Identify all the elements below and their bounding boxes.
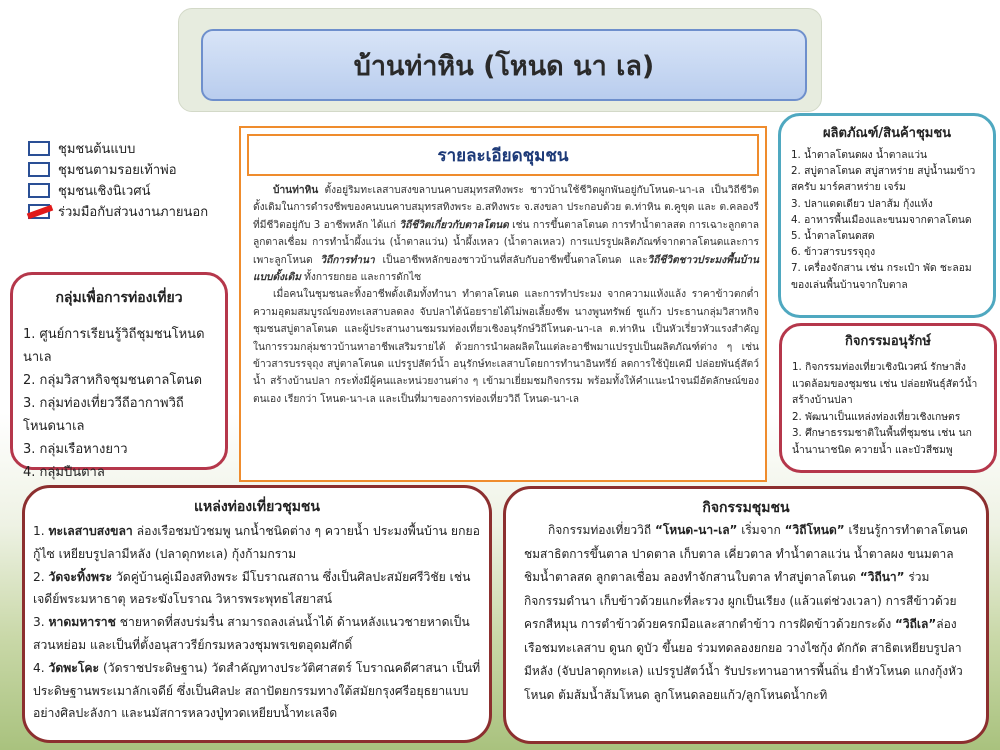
activity-text: กิจกรรมท่องเที่ยววิถี (548, 523, 655, 537)
list-item: 5. น้ำตาลโตนดสด (791, 230, 875, 243)
conservation-title: กิจกรรมอนุรักษ์ (844, 334, 931, 349)
products-list (791, 147, 983, 293)
attraction-text: วัดคู่บ้านคู่เมืองสทิงพระ มีโบราณสถาน ซึ่งเป็นศิลปะสมัยศรีวิชัย เช่น เจดีย์พระมหาธาตุ หอระฆังโบราณ วิหารพระพุทธไสยาสน์ (33, 569, 471, 607)
list-item: 2. กลุ่มวิสาหกิจชุมชนตาลโตนด (23, 373, 203, 388)
attraction-text: ล่องเรือชมบัวชมพู นกน้ำชนิดต่าง ๆ ควายน้ำ ประมงพื้นบ้าน ยกยอ กู้ไซ เหยียบรูปลามีหลัง (ปลาดุกทะเล) กุ้งก้ามกราม (33, 524, 480, 561)
list-item: 4. อาหารพื้นเมืองและขนมจากตาลโตนด (791, 213, 972, 226)
activity-emphasis: “วิถีนา” (859, 570, 905, 584)
tourism-groups-box (10, 272, 228, 480)
legend-row-eco (28, 180, 228, 201)
community-detail-title: รายละเอียดชุมชน (247, 134, 759, 176)
item-number: 2. (33, 569, 49, 584)
detail-lead: บ้านท่าหิน (273, 185, 319, 196)
attractions-list (33, 520, 481, 725)
activity-text: เรียนรู้การทำตาลโตนด ชมสาธิตการขึ้นตาล ปาดตาล เก็บตาล เคี่ยวตาล ทำน้ำตาลแว่น น้ำตาลผง ขนมตาล ชิมน้ำตาลสด ลูกตาลเชื่อม ลองทำจักสานใบตาล ทำสบู่ตาลโตนด (524, 523, 968, 584)
list-item (33, 520, 481, 566)
attractions-title: แหล่งท่องเที่ยวชุมชน (193, 499, 321, 515)
detail-paragraph-1 (253, 182, 759, 286)
list-item (33, 566, 481, 612)
activity-text: เริ่มจาก (737, 523, 785, 537)
products-title: ผลิตภัณฑ์/สินค้าชุมชน (822, 126, 952, 141)
list-item (33, 611, 481, 657)
attraction-text: (วัดราชประดิษฐาน) วัดสำคัญทางประวัติศาสตร์ โบราณคดีศาสนา เป็นที่ประดิษฐานพระเมาลักเจดีย์ ซึ่งเป็นศิลปะ สถาปัตยกรรมทางใต้สมัยกรุงศรีอยุธยาแบบอย่างศิลปะลังกา และนมัสการหลวงปู่ทวดเหยียบน้ำทะเลจืด (33, 660, 481, 721)
legend (28, 138, 228, 222)
list-item: 7. เครื่องจักสาน เช่น กระเป๋า พัด ชะลอมของเล่นพื้นบ้านจากใบตาล (791, 262, 972, 291)
item-number: 1. (33, 524, 49, 538)
tourism-groups-list (23, 323, 215, 484)
activity-text: ร่วมกิจกรรมดำนา เก็บข้าวด้วยแกะที่ละรวง ผูกเป็นเรียง (แล้วแต่ช่วงเวลา) การสีข้าวด้วยครกสีหมุน การตำข้าวด้วยครกมือและสากตำข้าว การฝัดข้าวด้วยกระด้ง (524, 570, 957, 631)
list-item: 3. ปลาแดดเดียว ปลาส้ม กุ้งแห้ง (791, 197, 933, 210)
legend-label: ชุมชนต้นแบบ (58, 142, 136, 157)
activities-box (503, 486, 989, 744)
detail-text: เป็นอาชีพหลักของชาวบ้านที่สลับกับอาชีพขึ้นตาลโตนด และ (374, 254, 648, 266)
attraction-name: วัดจะทิ้งพระ (48, 569, 113, 584)
item-number: 3. (33, 615, 49, 630)
community-detail-text (253, 182, 759, 408)
page-title: บ้านท่าหิน (โหนด นา เล) (201, 29, 807, 101)
checkbox-icon (28, 183, 50, 198)
list-item: 3. กลุ่มท่องเที่ยววีถีอากาพวิถีโหนดนาเล (23, 396, 184, 434)
detail-text: เช่น การขึ้นตาลโตนด การทำน้ำตาลสด การเฉาะลูกตาล ลูกตาลเชื่อม การทำน้ำผึ้งแว่น (น้ำตาลแว่น) น้ำผึ้งเหลว (น้ำตาลเหลว) การแปรรูปผลิตภัณฑ์จากตาลโตนดและการเพาะลูกโหนด (253, 219, 759, 266)
activity-emphasis: “วิถีเล” (895, 617, 937, 631)
detail-text: ทั้งการยกยอ และการดักไซ (300, 272, 422, 284)
list-item (33, 657, 481, 725)
conservation-box (779, 323, 997, 473)
legend-row-partner (28, 201, 228, 222)
list-item: 1. กิจกรรมท่องเที่ยวเชิงนิเวศน์ รักษาสิ่งแวดล้อมของชุมชน เช่น ปล่อยพันธุ์สัตว์น้ำ สร้างบ้านปลา (792, 361, 978, 406)
attractions-box (22, 485, 492, 743)
legend-row-footsteps (28, 159, 228, 180)
attraction-name: ทะเลสาบสงขลา (48, 524, 133, 538)
list-item: 3. ศึกษาธรรมชาติในพื้นที่ชุมชน เช่น นกน้ำนานาชนิด ควายน้ำ และบัวสีชมพู (792, 427, 972, 456)
legend-row-model (28, 138, 228, 159)
list-item: 2. สบู่ตาลโตนด สบู่สาหร่าย สบู่น้ำนมข้าว สครับ มาร์คสาหร่าย เจร์ม (791, 165, 976, 194)
legend-label: ร่วมมือกับส่วนงานภายนอก (58, 205, 209, 220)
list-item: 6. ข้าวสารบรรจุถุง (791, 246, 876, 259)
detail-emphasis: วิถีชีวิตเกี่ยวกับตาลโตนด (399, 219, 509, 231)
list-item: 2. พัฒนาเป็นแหล่งท่องเที่ยวเชิงเกษตร (792, 410, 961, 423)
tourism-groups-title: กลุ่มเพื่อการท่องเที่ยว (55, 290, 183, 306)
attraction-name: หาดมหาราช (48, 615, 116, 630)
conservation-list (792, 359, 984, 458)
detail-text: ตั้งอยู่ริมทะเลสาบสงขลาบนคาบสมุทรสทิงพระ ชาวบ้านใช้ชีวิตผูกพันอยู่กับโหนด-นา-เล เป็นวิถีชีวิตดั้งเดิมในการดำรงชีพของคนบนคาบสมุทรสทิงพระ อ.สทิงพระ จ.สงขลา ประกอบด้วย ต.ท่าหิน ต.คูขุด และ ต.คลองรี ที่มีชีวิตอยู่กับ 3 อาชีพหลัก ได้แก่ (253, 185, 759, 231)
products-box (778, 113, 996, 318)
legend-label: ชุมชนตามรอยเท้าพ่อ (58, 163, 177, 178)
title-banner (178, 8, 822, 112)
attraction-text: ชายหาดที่สงบร่มรื่น สามารถลงเล่นน้ำได้ ด้านหลังแนวชายหาดเป็นสวนหย่อม และเป็นที่ตั้งอนุสาวรีย์กรมหลวงชุมพรเขตอุดมศักดิ์ (33, 615, 470, 652)
checkbox-icon (28, 141, 50, 156)
activity-text: ล่องเรือชมทะเลสาบ ดูนก ดูบัว ขึ้นยอ ร่วมทดลองยกยอ วางไซกุ้ง ดักกัด สาธิตเหยียบรูปลามีหลัง (จับปลาดุกทะเล) แปรรูปสัตว์น้ำ รับประทานอาหารพื้นถิ่น ยำหัวโหนด แกงกุ้งหัวโหนด ต้มส้มน้ำส้มโหนด ลูกโหนดลอยแก้ว/ลูกโหนดน้ำกะทิ (524, 617, 963, 702)
list-item: 4. กลุ่มปืนตาล (23, 465, 105, 480)
activity-emphasis: “โหนด-นา-เล” (654, 523, 738, 537)
detail-paragraph-2: เมื่อคนในชุมชนละทิ้งอาชีพดั้งเดิมทั้งทำนา ทำตาลโตนด และการทำประมง จากความแห้งแล้ง ราคาข้าวตกต่ำ ความอุดมสมบูรณ์ของทะเลสาบลดลง จับปลาได้น้อยรายได้ไม่พอเลี้ยงชีพ นางพูนทรัพย์ ชูแก้ว ประธานกลุ่มวิสาหกิจชุมชนสบู่ตาลโตนด และผู้ประสานงานชมรมท่องเที่ยวเชิงอนุรักษ์วิถีโหนด-นา-เล ต.ท่าหิน เป็นหัวเรี่ยวหัวแรงสำคัญในการรวมกลุ่มชาวบ้านหาอาชีพเสริมรายได้ ด้วยการนำผลผลิตในแต่ละอาชีพมาแปรรูปเป็นผลิตภัณฑ์ต่าง ๆ เช่น ข้าวสารบรรจุถุง สบู่ตาลโตนด แปรรูปสัตว์น้ำ อนุรักษ์ทะเลสาบโดยการทำนาอินทรีย์ ลดการใช้ปุ๋ยเคมี ปล่อยพันธุ์สัตว์น้ำ สร้างบ้านปลา กระทั่งมีผู้คนและหน่วยงานต่าง ๆ เข้ามาเยี่ยมชมกิจกรรม พร้อมทั้งให้คำแนะนำจนมีอัตลักษณ์ของตนเอง เรียกว่า โหนด-นา-เล และเป็นที่มาของการท่องเที่ยววิถี โหนด-นา-เล (253, 289, 759, 405)
list-item: 1. ศูนย์การเรียนรู้วิถีชุมชนโหนดนาเล (23, 327, 205, 365)
activities-title: กิจกรรมชุมชน (702, 500, 790, 516)
activity-emphasis: “วิถีโหนด” (784, 523, 845, 537)
list-item: 1. น้ำตาลโตนดผง น้ำตาลแว่น (791, 149, 928, 161)
activities-text (524, 519, 968, 707)
detail-emphasis: วิถีการทำนา (320, 254, 375, 266)
attraction-name: วัดพะโคะ (48, 660, 100, 675)
checkbox-icon (28, 162, 50, 177)
community-detail-box (239, 126, 767, 482)
list-item: 3. กลุ่มเรือหางยาว (23, 442, 128, 457)
legend-label: ชุมชนเชิงนิเวศน์ (58, 184, 151, 199)
detail-emphasis: วิถีชีวิตชาวประมงพื้นบ้านแบบดั้งเดิม (253, 254, 759, 284)
item-number: 4. (33, 660, 49, 675)
checked-checkbox-icon (28, 204, 50, 219)
